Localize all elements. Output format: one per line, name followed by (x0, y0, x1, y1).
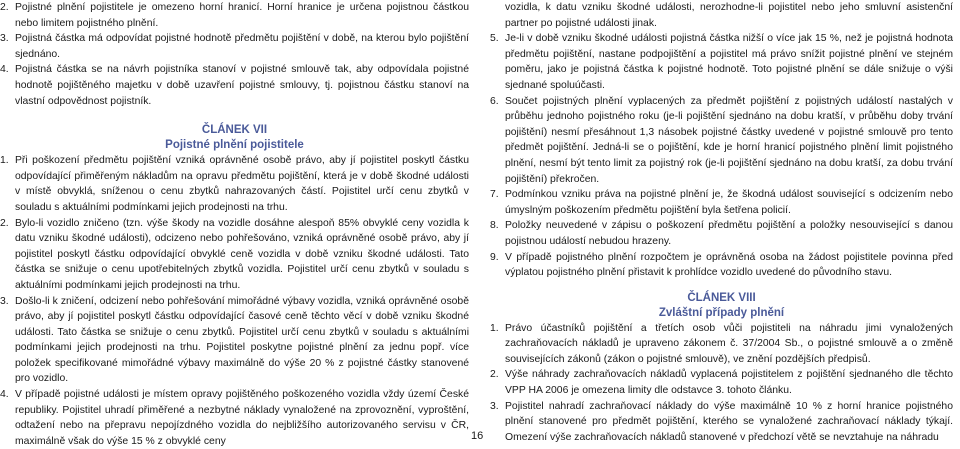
item-text: Došlo-li k zničení, odcizení nebo pohřešování mimořádné výbavy vozidla, vzniká oprávněné osobě právo, aby jí pojistitel poskytl částku odpovídající časové ceně těchto věcí v době vzniku škodné události. Tato částka se snižuje o cenu zbytků. Pojistitel určí cenu zbytků v souladu s aktuálními podmínkami jejich prodejnosti na trhu. Pojistitel poskytne pojistné plnění za jednu popř. více položek specifikované mimořádné výbavy maximálně do výše 20 % z pojistné částky stanovené pro vozidlo. (15, 295, 469, 385)
item-number: 3. (0, 33, 9, 45)
item-text: Pojistná částka má odpovídat pojistné hodnotě předmětu pojištění v době, na kterou bylo pojištění sjednáno. (15, 33, 469, 60)
list-item (0, 387, 469, 449)
chapter-title: Pojistné plnění pojistitele (165, 139, 304, 152)
list-item (490, 367, 953, 398)
item-number: 3. (0, 295, 9, 307)
item-number: 2. (0, 2, 9, 13)
list-item (0, 153, 469, 215)
item-number: 5. (490, 33, 499, 45)
item-text: Podmínkou vzniku práva na pojistné plnění je, že škodná událost související s odcizením nebo úmyslným poškozením předmětu pojištění byla šetřena policií. (505, 189, 953, 216)
item-number: 1. (0, 155, 9, 167)
item-text: vozidla, k datu vzniku škodné události, nerozhodne-li pojistitel nebo jeho smluvní asistenční partner po pojistné události jinak. (505, 2, 953, 29)
list-item (490, 31, 953, 93)
item-number (490, 0, 505, 31)
item-number: 8. (490, 220, 499, 232)
list-item (490, 0, 953, 31)
item-text: V případě pojistné události je místem opravy pojištěného poškozeného vozidla vždy území České republiky. Pojistitel uhradí přiměřené a nezbytné náklady vynaložené na zprovoznění, vyproštění, odtažení nebo na přepravu nepojízdného vozidla do nejbližšího autorizovaného servisu v ČR, maximálně však do výše 15 % z obvyklé ceny (15, 389, 469, 447)
chapter-number: ČLÁNEK VIII (687, 291, 756, 304)
spacer (490, 281, 953, 291)
chapter-title: Zvláštní případy plnění (658, 306, 785, 319)
left-column (0, 0, 469, 449)
item-text: Pojistná částka se na návrh pojistníka stanoví v pojistné smlouvě tak, aby odpovídala pojistné hodnotě pojištěného majetku v době uzavření pojistné smlouvy, tj. pojistnou částku stanoví na vlastní odpovědnost pojistník. (15, 64, 469, 107)
item-number: 3. (490, 400, 499, 412)
list-item (0, 0, 469, 31)
list-item (0, 31, 469, 62)
list-item (490, 399, 953, 446)
list-item (490, 94, 953, 188)
item-text: Pojistné plnění pojistitele je omezeno horní hranicí. Horní hranice je určena pojistnou částkou nebo limitem pojistného plnění. (15, 2, 469, 29)
item-text: Výše náhrady zachraňovacích nákladů vyplacená pojistitelem z pojištění sjednaného dle těchto VPP HA 2006 je omezena limity dle odstavce 3. tohoto článku. (505, 369, 953, 397)
item-number: 7. (490, 189, 499, 201)
list-item (0, 294, 469, 388)
right-column (490, 0, 953, 445)
list-item (490, 321, 953, 368)
item-text: Právo účastníků pojištění a třetích osob vůči pojistiteli na náhradu jimi vynaložených zachraňovacích nákladů je upraveno zákonem č. 37/2004 Sb., o pojistné smlouvě a o změně souvisejících zákonů (zákon o pojistné smlouvě), ve znění pozdějších předpisů. (505, 322, 953, 365)
item-text: Je-li v době vzniku škodné události pojistná částka nižší o více jak 15 %, než je pojistná hodnota předmětu pojištění, nastane podpojištění a pojistitel má právo snížit pojistné plnění ve stejném poměru, jako je pojistná částka k pojistné hodnotě. Toto pojistné plnění se dále snižuje o výši sjednané spoluúčasti. (505, 33, 953, 91)
list-item (0, 216, 469, 294)
item-text: Položky neuvedené v zápisu o poškození předmětu pojištění a položky nesouvisející s danou pojistnou událostí nebudou hrazeny. (505, 220, 953, 247)
item-text: Bylo-li vozidlo zničeno (tzn. výše škody na vozidle dosáhne alespoň 85% obvyklé ceny vozidla k datu vzniku škodné události), odcizeno nebo pohřešováno, vzniká oprávněné osobě právo, aby jí pojistitel poskytl částku odpovídající obvyklé ceně vozidla v době vzniku škodné události. Tato částka se snižuje o cenu upotřebitelných zbytků vozidla. Pojistitel určí cenu zbytků v souladu s aktuálními podmínkami jejich prodejnosti na trhu. (15, 217, 469, 291)
item-number: 2. (0, 217, 9, 229)
list-item (490, 218, 953, 249)
chapter-number: ČLÁNEK VII (201, 124, 268, 137)
page-number: 16 (471, 430, 484, 442)
list-item (0, 62, 469, 109)
list-item (490, 250, 953, 281)
item-text: Součet pojistných plnění vyplacených za předmět pojištění z pojistných událostí nastalých v průběhu jednoho pojistného roku (je-li pojištění sjednáno na dobu kratší, v průběhu doby trvání pojištění) nesmí přesáhnout 1,3 násobek pojistné částky uvedené v pojistné smlouvě pro tento předmět pojištění. Jedná-li se o pojištění, kde je horní hranicí pojistného plnění limit pojistného plnění, nesmí být tento limit za pojistný rok (je-li pojištění sjednáno na dobu kratší, za dobu trvání pojištění) překročen. (505, 95, 953, 185)
item-text: V případě pojistného plnění rozpočtem je oprávněná osoba na žádost pojistitele povinna před výplatou pojistného plnění přistavit k prohlídce vozidlo uvedené do původního stavu. (505, 251, 953, 279)
list-item (490, 187, 953, 218)
item-number: 1. (490, 322, 499, 334)
item-number: 2. (490, 369, 499, 381)
item-text: Pojistitel nahradí zachraňovací náklady do výše maximálně 10 % z horní hranice pojistného plnění stanovené pro předmět pojištění, kterého se vynaložené zachraňovací náklady týkají. Omezení výše zachraňovacích nákladů stanovené v předchozí větě se nevztahuje na náhradu (505, 400, 953, 443)
item-number: 4. (0, 64, 9, 76)
spacer (0, 109, 469, 123)
item-number: 4. (0, 389, 9, 401)
item-text: Při poškození předmětu pojištění vzniká oprávněné osobě právo, aby jí pojistitel poskytl částku odpovídající přiměřeným nákladům na opravu předmětu pojištění, která je v době škodné události v místě obvyklá, sníženou o cenu zbytků nahrazovaných částí. Pojistitel určí cenu zbytků v souladu s aktuálními podmínkami jejich prodejnosti na trhu. (15, 155, 469, 213)
item-number: 6. (490, 95, 499, 107)
item-number: 9. (490, 251, 499, 263)
